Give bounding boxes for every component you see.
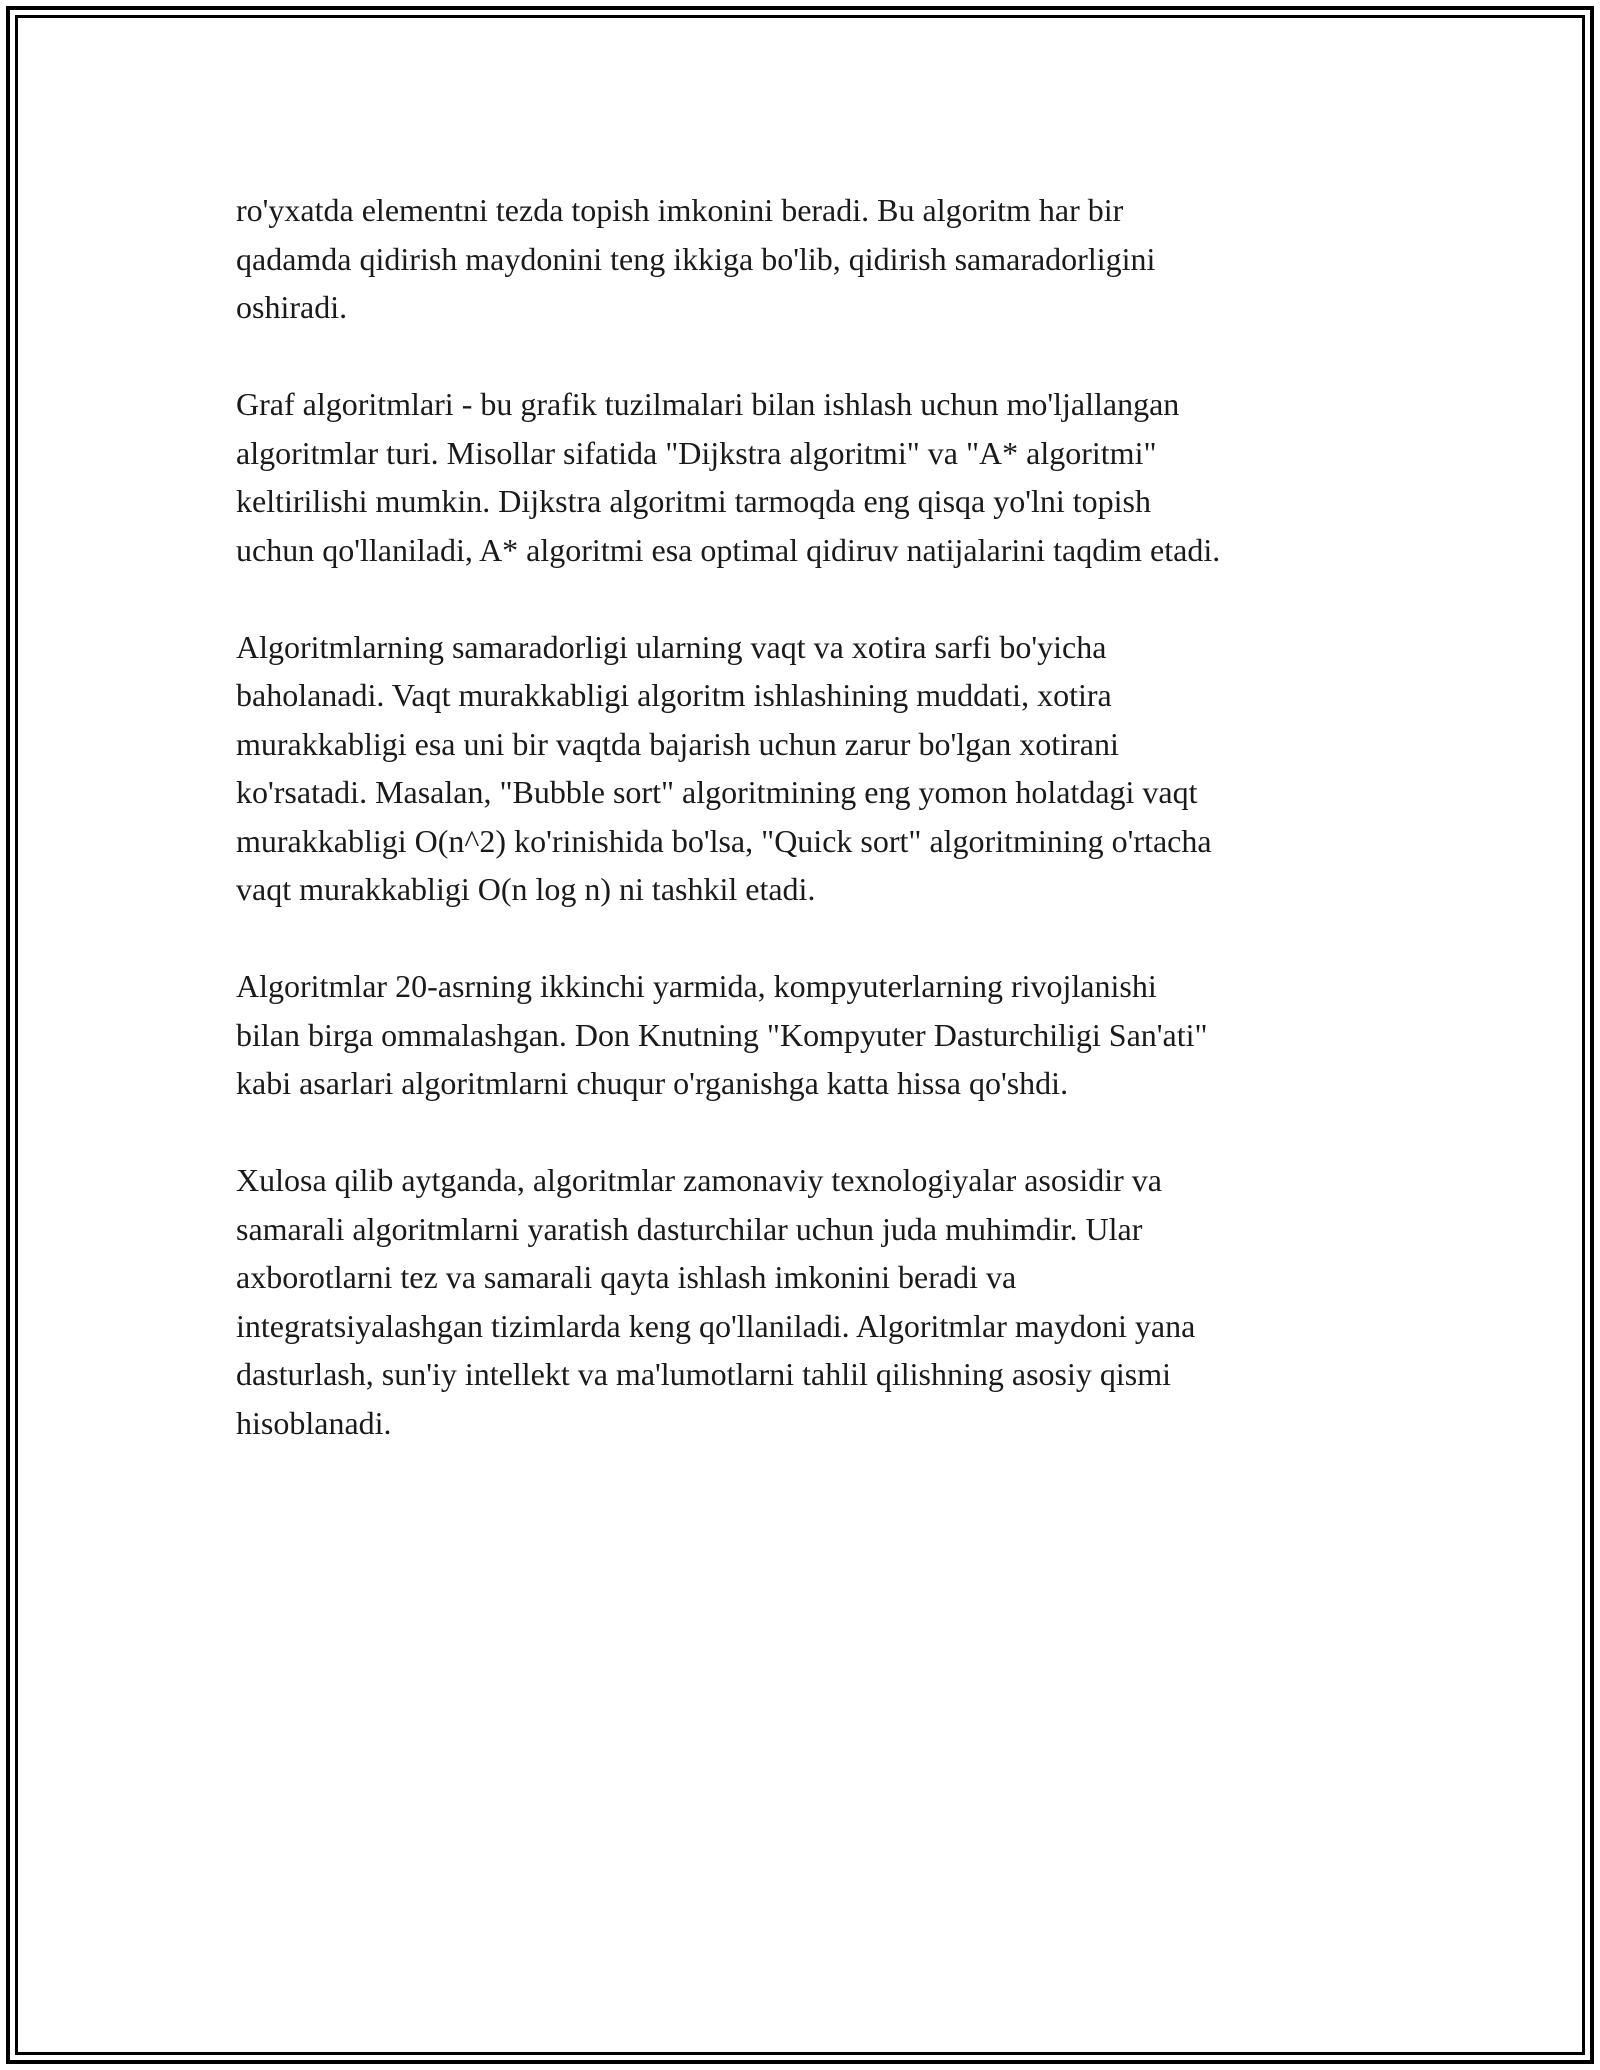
text-line: murakkabligi O(n^2) ko'rinishida bo'lsa, "Quick sort" algoritmining o'rtacha [236,822,1212,859]
text-line: hisoblanadi. [236,1404,392,1441]
text-line: uchun qo'llaniladi, A* algoritmi esa optimal qidiruv natijalarini taqdim etadi. [236,531,1221,568]
text-line: oshiradi. [236,289,348,325]
text-line: murakkabligi esa uni bir vaqtda bajarish uchun zarur bo'lgan xotirani [236,725,1119,762]
text-line: ro'yxatda elementni tezda topish imkonini beradi. Bu algoritm har bir [236,192,1124,228]
text-line: vaqt murakkabligi O(n log n) ni tashkil etadi. [236,871,816,907]
text-line: baholanadi. Vaqt murakkabligi algoritm ishlashining muddati, xotira [236,677,1112,713]
paragraph-graph-algorithms [236,380,1396,574]
text-line: keltirilishi mumkin. Dijkstra algoritmi tarmoqda eng qisqa yo'lni topish [236,483,1151,519]
text-line: qadamda qidirish maydonini teng ikkiga bo'lib, qidirish samaradorligini [236,240,1156,277]
text-line: bilan birga ommalashgan. Don Knutning "Kompyuter Dasturchiligi San'ati" [236,1016,1208,1053]
paragraph-efficiency [236,623,1396,914]
text-line: Algoritmlar 20-asrning ikkinchi yarmida, kompyuterlarning rivojlanishi [236,968,1157,1004]
text-line: ko'rsatadi. Masalan, "Bubble sort" algoritmining eng yomon holatdagi vaqt [236,774,1198,810]
text-line: samarali algoritmlarni yaratish dasturchilar uchun juda muhimdir. Ular [236,1210,1143,1247]
paragraph-binary-search-end [236,186,1396,332]
text-line: Xulosa qilib aytganda, algoritmlar zamonaviy texnologiyalar asosidir va [236,1162,1162,1198]
paragraph-conclusion [236,1156,1396,1447]
text-line: kabi asarlari algoritmlarni chuqur o'rganishga katta hissa qo'shdi. [236,1065,1069,1101]
text-line: dasturlash, sun'iy intellekt va ma'lumotlarni tahlil qilishning asosiy qismi [236,1356,1171,1392]
text-line: algoritmlar turi. Misollar sifatida "Dijkstra algoritmi" va "A* algoritmi" [236,434,1157,471]
text-line: axborotlarni tez va samarali qayta ishlash imkonini beradi va [236,1259,1017,1295]
text-line: Graf algoritmlari - bu grafik tuzilmalari bilan ishlash uchun mo'ljallangan [236,386,1180,422]
text-line: integratsiyalashgan tizimlarda keng qo'llaniladi. Algoritmlar maydoni yana [236,1307,1196,1344]
document-body [236,186,1396,1496]
text-line: Algoritmlarning samaradorligi ularning vaqt va xotira sarfi bo'yicha [236,628,1107,665]
paragraph-history [236,962,1396,1108]
